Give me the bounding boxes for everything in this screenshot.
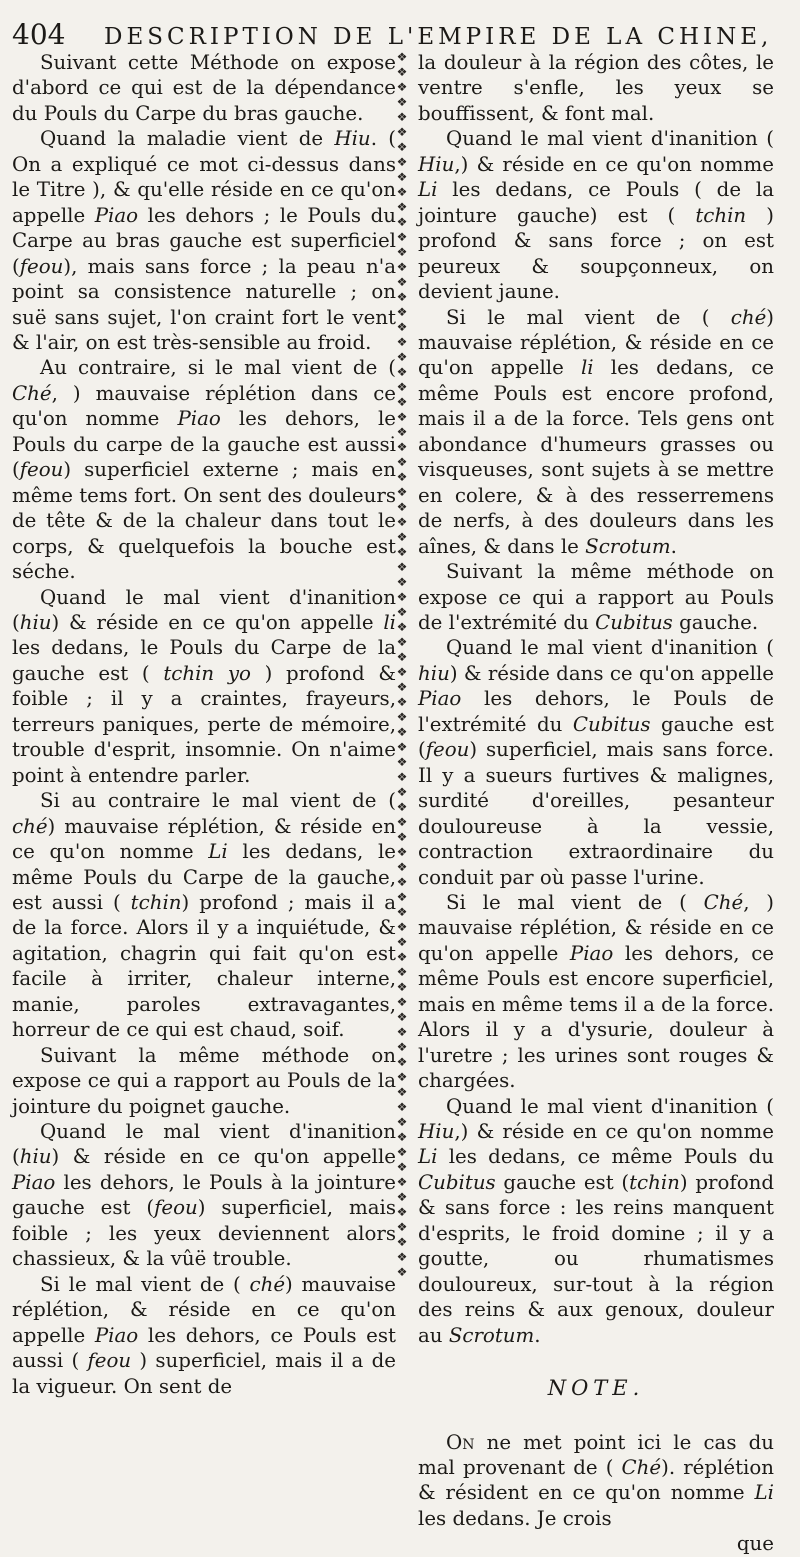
column-ornament-divider: ❖ ❖ ❖ ❖ ❖ ❖ ❖ ❖ ❖ ❖ ❖ ❖ ❖ ❖ ❖ ❖ ❖ ❖ ❖ ❖ ❖ ❖ ❖ ❖ ❖ ❖ ❖ ❖ ❖ ❖ ❖ ❖ ❖ ❖ ❖ ❖ ❖ ❖ ❖ ❖ ❖ ❖ ❖ ❖ ❖ ❖ ❖ ❖ ❖ ❖ ❖ ❖ ❖ ❖ ❖ ❖ ❖ ❖ ❖ ❖ ❖ ❖ ❖ ❖ ❖ ❖ ❖ ❖ ❖ ❖ ❖ ❖ ❖ ❖ ❖ ❖ ❖ ❖ ❖ ❖ ❖ ❖ [396, 50, 408, 1279]
italic-term: feou [425, 738, 470, 762]
italic-term: feou [19, 254, 64, 278]
paragraph [12, 1043, 396, 1119]
text-run: ) profond ; mais il a de la force. Alors il y a inquiétude, & agitation, chagrin qui fait qu'on est facile à irriter, chaleur interne, manie, paroles extravagantes, horreur de ce qui est chaud, soif. [12, 890, 396, 1042]
paragraph [12, 50, 396, 126]
text-run: ) superficiel, mais sans force. Il y a sueurs furtives & malignes, surdité d'oreilles, pesanteur douloureuse à la vessie, contraction extraordinaire du conduit par où passe l'urine. [418, 738, 774, 889]
text-run: . [534, 1323, 541, 1347]
text-run: ) & réside dans ce qu'on appelle [449, 661, 774, 685]
page-number: 404 [12, 18, 66, 51]
italic-term: Scrotum [585, 534, 671, 558]
text-run: Si le mal vient de ( [40, 1272, 250, 1296]
text-run: les dehors, le Pouls du carpe de la gauche est aussi ( [12, 407, 397, 482]
italic-term: Hiu [334, 127, 371, 151]
text-run: Quand la maladie vient de [40, 127, 335, 151]
italic-term: Piao [177, 407, 221, 431]
catchword [418, 1531, 774, 1556]
text-run: On [446, 1430, 475, 1454]
paragraph [12, 1272, 396, 1399]
text-run: les dedans, ce même Pouls du [437, 1145, 774, 1169]
text-run: NOTE. [547, 1376, 645, 1401]
paragraph [418, 1430, 774, 1532]
italic-term: tchin yo [163, 661, 251, 685]
italic-term: tchin [695, 203, 747, 227]
text-run: gauche est ( [495, 1170, 630, 1194]
text-run: que [736, 1532, 774, 1556]
italic-term: Piao [418, 687, 462, 711]
italic-term: Li [418, 1145, 438, 1169]
paragraph [418, 635, 774, 890]
text-run: gauche. [672, 610, 759, 634]
italic-term: Hiu [418, 1120, 455, 1144]
italic-term: hiu [19, 610, 52, 634]
italic-term: Scrotum [448, 1323, 535, 1347]
italic-term: feou [87, 1349, 132, 1373]
text-run: ) mauvaise réplétion, & réside en ce qu'on appelle [12, 1272, 396, 1347]
text-run: les dedans, le Pouls du Carpe de la gauche est ( [12, 636, 396, 685]
text-run: Au contraire, si le mal vient de ( [40, 356, 396, 380]
text-run: les dedans, ce Pouls ( de la jointure gauche) est ( [418, 178, 774, 227]
text-run: ). réplétion & résident en ce qu'on nomme [418, 1456, 775, 1505]
italic-term: Cubitus [418, 1170, 496, 1194]
paragraph [418, 890, 774, 1094]
text-run: ) superficiel externe ; mais en même tems fort. On sent des douleurs de tête & de la chaleur dans tout le corps, & quelquefois la bouche est séche. [12, 458, 396, 584]
italic-term: ché [249, 1272, 286, 1296]
italic-term: Li [208, 840, 228, 864]
text-run: les dedans. Je crois [418, 1506, 612, 1530]
text-run: ) superficiel, mais foible ; les yeux deviennent alors chassieux, & la vûë trouble. [12, 1196, 396, 1271]
text-run: Si le mal vient de ( [446, 890, 704, 914]
text-run: Si au contraire le mal vient de ( [40, 789, 396, 813]
text-run: les dehors, le Pouls de l'extrémité du [418, 687, 774, 736]
paragraph [418, 126, 774, 304]
page-header [12, 14, 782, 54]
text-run: ne met point ici le cas du mal provenant de ( [418, 1430, 774, 1480]
paragraph [12, 1119, 396, 1272]
text-run: les dedans, ce même Pouls est encore profond, mais il a de la force. Tels gens ont abondance d'humeurs grasses ou visqueuses, sont sujets à se mettre en colere, & à des resserremens de nerfs, à des douleurs dans les aînes, & dans le [418, 356, 774, 558]
italic-term: hiu [19, 1145, 52, 1169]
italic-term: li [580, 356, 594, 380]
text-run: gauche est ( [418, 712, 774, 762]
text-run: ) profond & sans force : les reins manquent d'esprits, le froid domine ; il y a goutte, ou rhumatismes douloureux, sur-tout à la région des reins & aux genoux, douleur au [418, 1170, 775, 1347]
paragraph [12, 585, 396, 789]
italic-term: Ché [12, 381, 52, 405]
text-run: ) & réside en ce qu'on appelle [51, 1145, 396, 1169]
left-column [12, 50, 396, 1399]
text-run: les dehors, ce même Pouls est encore superficiel, mais en même tems il a de la force. Alors il y a d'ysurie, douleur à l'uretre ; les urines sont rouges & chargées. [418, 941, 774, 1093]
text-run: ) & réside en ce qu'on appelle [51, 610, 384, 634]
text-run: Suivant la même méthode on expose ce qui a rapport au Pouls de la jointure du poignet gauche. [12, 1043, 396, 1118]
italic-term: Hiu [418, 152, 455, 176]
italic-term: Cubitus [595, 610, 673, 634]
text-run: Suivant la même méthode on expose ce qui a rapport au Pouls de l'extrémité du [418, 560, 774, 634]
text-run: Quand le mal vient d'inanition ( [446, 636, 774, 660]
paragraph [12, 355, 396, 584]
text-run: ) profond & sans force ; on est peureux & soupçonneux, on devient jaune. [418, 203, 774, 304]
text-run: , ) mauvaise réplétion, & réside en ce qu'on appelle [418, 890, 774, 965]
right-column [418, 50, 774, 1557]
italic-term: Piao [12, 1170, 56, 1194]
text-run: ) superficiel, mais il a de la vigueur. On sent de [12, 1349, 396, 1398]
italic-term: hiu [418, 661, 450, 685]
italic-term: ché [12, 814, 48, 838]
paragraph [12, 788, 396, 1043]
italic-term: Ché [703, 890, 744, 914]
italic-term: Ché [621, 1456, 662, 1480]
running-title: DESCRIPTION DE L'EMPIRE DE LA CHINE, [104, 24, 773, 50]
paragraph [418, 50, 774, 126]
text-run: les dedans, le même Pouls du Carpe de la gauche, est aussi ( [12, 840, 396, 914]
italic-term: tchin [130, 890, 182, 914]
text-run: , ) mauvaise réplétion dans ce qu'on nomme [12, 381, 396, 431]
text-run: ) mauvaise réplétion, & réside en ce qu'on appelle [418, 305, 774, 380]
text-run: ), mais sans force ; la peau n'a point sa consistence naturelle ; on suë sans sujet, l'on craint fort le vent & l'air, on est très-sensible au froid. [12, 254, 396, 354]
italic-term: Li [418, 178, 438, 202]
text-run: les dehors, le Pouls à la jointure gauche est ( [12, 1170, 396, 1220]
text-run: les dehors, ce Pouls est aussi ( [12, 1323, 396, 1373]
italic-term: li [383, 610, 396, 634]
italic-term: feou [19, 458, 64, 482]
italic-term: Cubitus [572, 712, 651, 736]
italic-term: Piao [94, 203, 139, 227]
text-run: Si le mal vient de ( [446, 305, 731, 329]
italic-term: tchin [629, 1170, 680, 1194]
text-run: les dehors ; le Pouls du Carpe au bras gauche est superficiel ( [12, 203, 396, 278]
text-run: ) profond & foible ; il y a craintes, frayeurs, terreurs paniques, perte de mémoire, trouble d'esprit, insomnie. On n'aime point à entendre parler. [12, 661, 396, 787]
italic-term: ché [730, 305, 767, 329]
paragraph [12, 126, 396, 355]
text-run: Quand le mal vient d'inanition ( [446, 127, 774, 151]
text-run: Suivant cette Méthode on expose d'abord ce qui est de la dépendance du Pouls du Carpe du bras gauche. [12, 51, 396, 125]
text-run: ,) & réside en ce qu'on nomme [454, 152, 774, 176]
text-run: ,) & réside en ce qu'on nomme [454, 1120, 774, 1144]
note-title [418, 1376, 774, 1401]
italic-term: feou [154, 1196, 198, 1220]
text-run: Quand le mal vient d'inanition ( [12, 1120, 396, 1169]
paragraph [418, 559, 774, 635]
italic-term: Li [754, 1481, 774, 1505]
text-run: Quand le mal vient d'inanition ( [12, 585, 396, 634]
italic-term: Piao [94, 1323, 139, 1347]
text-run: la douleur à la région des côtes, le ventre s'enfle, les yeux se bouffissent, & font mal. [418, 51, 774, 125]
text-run: . ( On a expliqué ce mot ci-dessus dans le Titre ), & qu'elle réside en ce qu'on appelle [12, 127, 396, 227]
italic-term: Piao [569, 941, 614, 965]
paragraph [418, 305, 774, 560]
text-run: . [670, 534, 677, 558]
text-run: Quand le mal vient d'inanition ( [446, 1094, 774, 1118]
text-run: ) mauvaise réplétion, & réside en ce qu'on nomme [12, 814, 396, 864]
paragraph [418, 1094, 774, 1349]
